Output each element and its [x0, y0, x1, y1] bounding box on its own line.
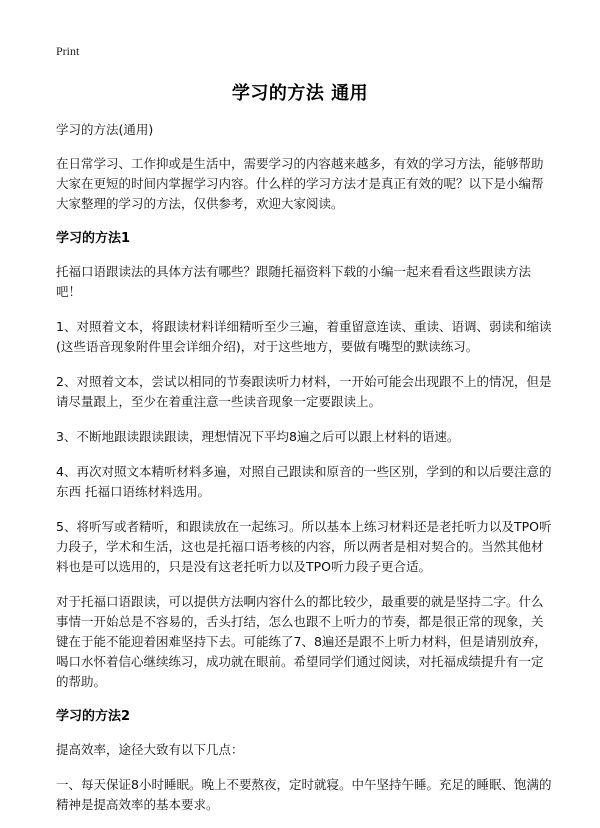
paragraph: 对于托福口语跟读，可以提供方法啊内容什么的都比较少，最重要的就是坚持二字。什么事情一开始总是不容易的，舌头打结，怎么也跟不上听力的节奏，都是很正常的现象，关键在于能不能迎着困难坚持下去。可能练了7、8遍还是跟不上听力材料，但是请别放弃，喝口水怀着信心继续练习，成功就在眼前。希望同学们通过阅读，对托福成绩提升有一定的帮助。	[56, 594, 547, 689]
paragraph: 托福口语跟读法的具体方法有哪些？跟随托福资料下载的小编一起来看看这些跟读方法吧！	[56, 264, 532, 299]
section-heading-1: 学习的方法1	[56, 231, 131, 246]
intro-paragraph: 在日常学习、工作抑或是生活中，需要学习的内容越来越多，有效的学习方法，能够帮助大家在更短的时间内掌握学习内容。什么样的学习方法才是真正有效的呢？以下是小编帮大家整理的学习的方法，仅供参考，欢迎大家阅读。	[56, 156, 544, 211]
paragraph: 提高效率，途径大致有以下几点：	[56, 742, 244, 757]
section-heading-2: 学习的方法2	[56, 709, 131, 724]
document-body	[56, 120, 554, 828]
paragraph: 2、对照着文本，尝试以相同的节奏跟读听力材料，一开始可能会出现跟不上的情况，但是请尽量跟上，至少在着重注意一些读音现象一定要跟读上。	[56, 374, 552, 409]
paragraph: 5、将听写或者精听，和跟读放在一起练习。所以基本上练习材料还是老托听力以及TPO听力段子，学术和生活，这也是托福口语考核的内容，所以两者是相对契合的。当然其他材料也是可以选用的，只是没有这老托听力以及TPO听力段子更合适。	[56, 519, 552, 574]
paragraph: 4、再次对照文本精听材料多遍，对照自己跟读和原音的一些区别，学到的和以后要注意的东西 托福口语练材料选用。	[56, 464, 552, 499]
paragraph: 3、不断地跟读跟读跟读，理想情况下平均8遍之后可以跟上材料的语速。	[56, 429, 460, 444]
document-subtitle: 学习的方法(通用)	[56, 122, 154, 137]
print-link[interactable]: Print	[56, 44, 80, 58]
paragraph: 一、每天保证8小时睡眠。晚上不要熬夜，定时就寝。中午坚持午睡。充足的睡眠、饱满的精神是提高效率的基本要求。	[56, 777, 552, 812]
paragraph: 1、对照着文本，将跟读材料详细精听至少三遍，着重留意连读、重读、语调、弱读和缩读(这些语音现象附件里会详细介绍)，对于这些地方，要做有嘴型的默读练习。	[56, 319, 552, 354]
page-title: 学习的方法 通用	[231, 83, 369, 104]
